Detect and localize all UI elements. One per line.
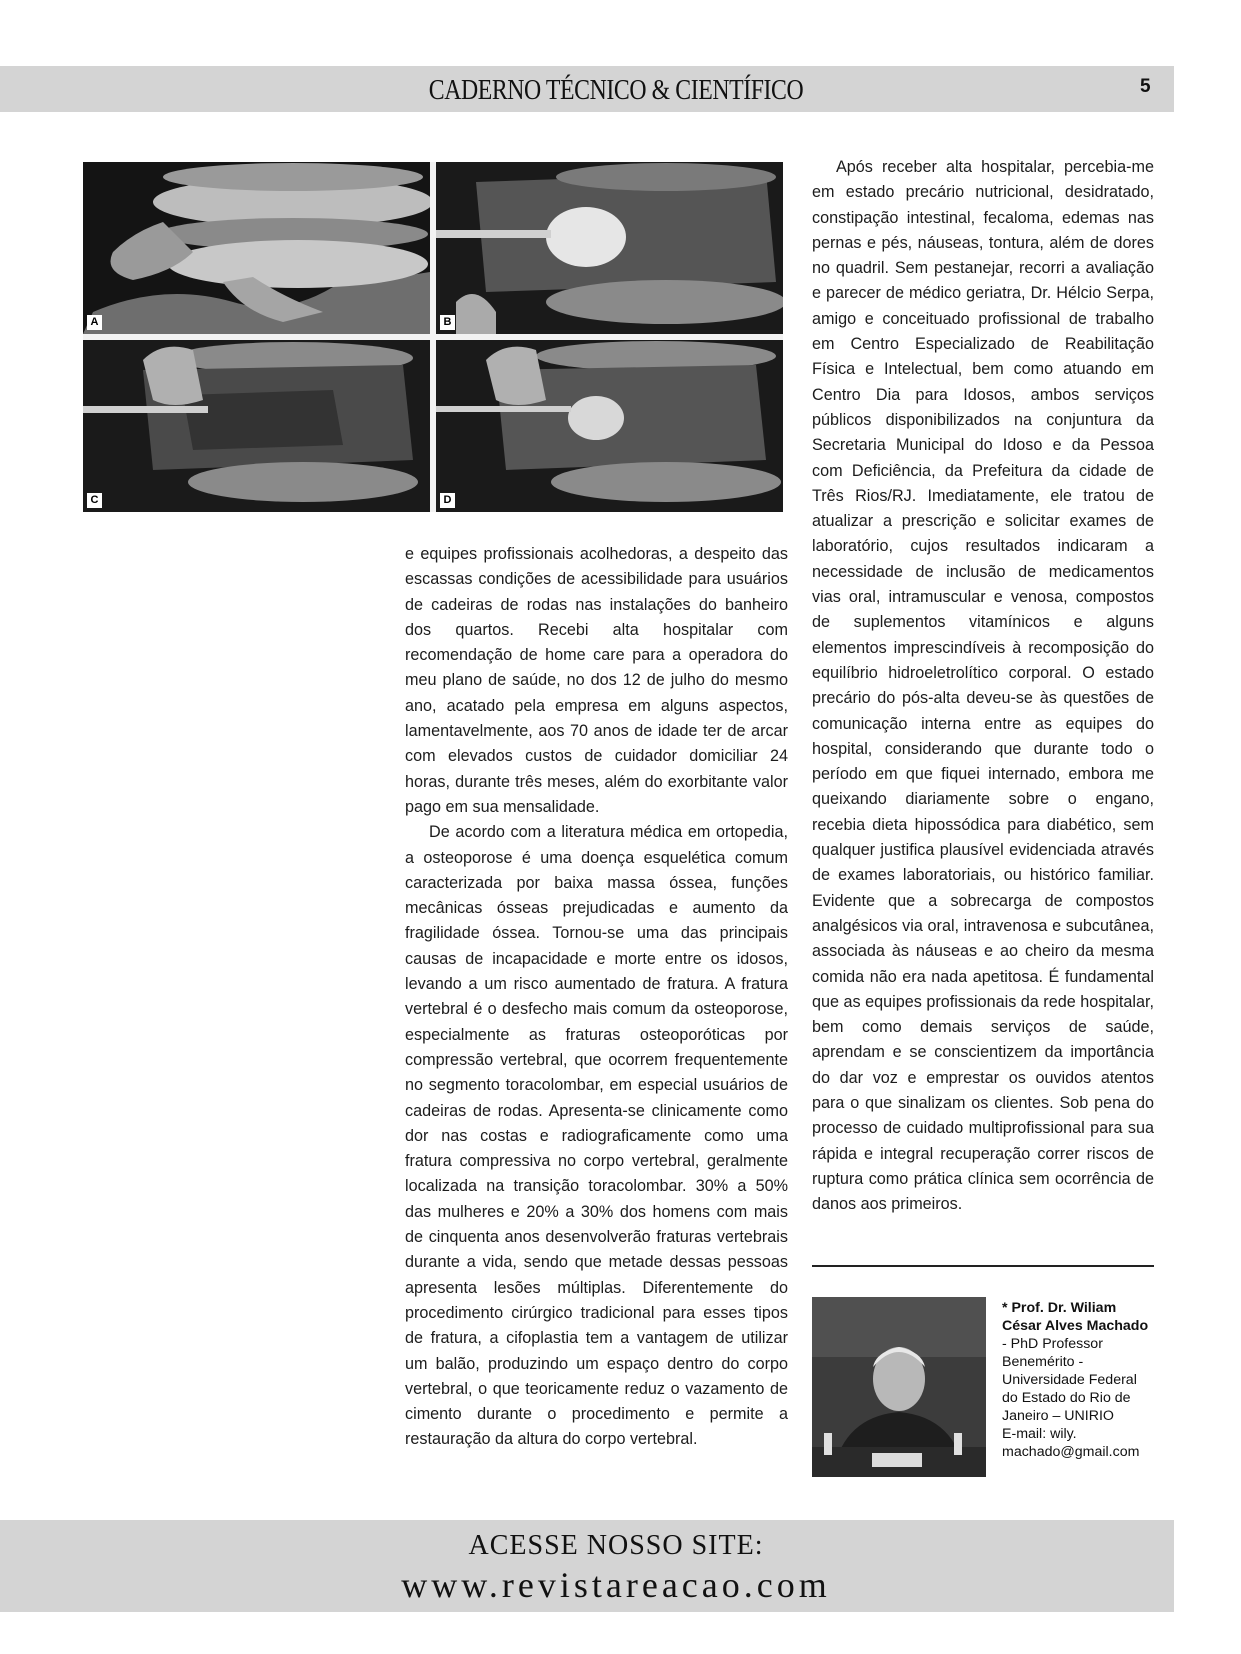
- figure-panel-d: [436, 340, 783, 512]
- figure-panel-c: [83, 340, 430, 512]
- article-column-right: [812, 155, 1154, 1217]
- footer-website: www.revistareacao.com: [401, 1565, 831, 1605]
- author-credentials: - PhD Professor Benemérito - Universidade Federal do Estado do Rio de Janeiro – UNIRIO: [1002, 1336, 1137, 1424]
- panel-label-c: C: [87, 493, 102, 508]
- figure-panel-a: [83, 162, 430, 334]
- article-paragraph: De acordo com a literatura médica em ortopedia, a osteoporose é uma doença esquelética comum caracterizada por baixa massa óssea, funções mecânicas ósseas prejudicadas e aumento da fragilidade óssea. Tornou-se uma das principais causas de incapacidade e morte entre os idosos, levando a um risco aumentado de fratura. A fratura vertebral é o desfecho mais comum da osteoporose, especialmente as fraturas osteoporóticas por compressão vertebral, que ocorrem frequentemente no segmento toracolombar, em especial usuários de cadeiras de rodas. Apresenta-se clinicamente como dor nas costas e radiograficamente como uma fratura compressiva no corpo vertebral, geralmente localizada na transição toracolombar. 30% a 50% das mulheres e 20% a 30% dos homens com mais de cinquenta anos desenvolverão fraturas vertebrais durante a vida, sendo que metade dessas pessoas apresenta lesões múltiplas. Diferentemente do procedimento cirúrgico tradicional para esses tipos de fratura, a cifoplastia tem a vantagem de utilizar um balão, produzindo um espaço dentro do corpo vertebral, o que teoricamente reduz o vazamento de cimento durante o procedimento e permite a restauração da altura do corpo vertebral.: [405, 823, 788, 1449]
- author-divider: [812, 1265, 1154, 1267]
- section-title: CADERNO TÉCNICO & CIENTÍFICO: [428, 74, 804, 106]
- footer-bar: [0, 1520, 1174, 1612]
- author-bio: [1002, 1299, 1152, 1461]
- kyphoplasty-figure: [83, 162, 783, 512]
- figure-panel-b: [436, 162, 783, 334]
- article-paragraph: Após receber alta hospitalar, percebia-me em estado precário nutricional, desidratado, constipação intestinal, fecaloma, edemas nas pernas e pés, náuseas, tontura, além de dores no quadril. Sem pestanejar, recorri a avaliação e parecer de médico geriatra, Dr. Hélcio Serpa, amigo e conceituado profissional de trabalho em Centro Especializado de Reabilitação Física e Intelectual, bem como atuando em Centro Dia para Idosos, ambos serviços públicos disponibilizados na conjuntura da Secretaria Municipal do Idoso e da Pessoa com Deficiência, da Prefeitura da cidade de Três Rios/RJ. Imediatamente, ele tratou de atualizar a prescrição e solicitar exames de laboratório, cujos resultados indicaram a necessidade de inclusão de medicamentos vias oral, intramuscular e venosa, compostos de suplementos vitamínicos e alguns elementos imprescindíveis à recomposição do equilíbrio hidroeletrolítico corporal. O estado precário do pós-alta deveu-se às questões de comunicação interna entre as equipes do hospital, considerando que durante todo o período em que fiquei internado, embora me queixando diariamente sobre o engano, recebia dieta hipossódica para diabético, sem qualquer justifica plausível evidenciada através de exames laboratoriais, ou histórico familiar. Evidente que a sobrecarga de compostos analgésicos via oral, intravenosa e subcutânea, associada às náuseas e ao cheiro da mesma comida não era nada apetitosa. É fundamental que as equipes profissionais da rede hospitalar, bem como demais serviços de saúde, aprendam e se conscientizem da importância do dar voz e emprestar os ouvidos atentos para o que sinalizam os clientes. Sob pena do processo de cuidado multiprofissional para sua rápida e integral recuperação correr riscos de ruptura como prática clínica sem ocorrência de danos aos primeiros.: [812, 158, 1154, 1214]
- article-column-middle: [405, 542, 788, 1453]
- page-number: 5: [1140, 76, 1151, 97]
- author-name: * Prof. Dr. Wiliam César Alves Machado: [1002, 1300, 1149, 1334]
- panel-label-b: B: [440, 315, 455, 330]
- author-photo: [812, 1297, 986, 1477]
- panel-label-d: D: [440, 493, 455, 508]
- header-bar: [0, 66, 1174, 112]
- author-email: E-mail: wily. machado@gmail.com: [1002, 1426, 1140, 1460]
- article-paragraph: e equipes profissionais acolhedoras, a despeito das escassas condições de acessibilidade para usuários de cadeiras de rodas nas instalações do banheiro dos quartos. Recebi alta hospitalar com recomendação de home care para a operadora do meu plano de saúde, no dos 12 de julho do mesmo ano, acatado pela empresa em alguns aspectos, lamentavelmente, aos 70 anos de idade ter de arcar com elevados custos de cuidador domiciliar 24 horas, durante três meses, além do exorbitante valor pago em sua mensalidade.: [405, 545, 788, 816]
- footer-cta: ACESSE NOSSO SITE:: [468, 1530, 764, 1561]
- panel-label-a: A: [87, 315, 102, 330]
